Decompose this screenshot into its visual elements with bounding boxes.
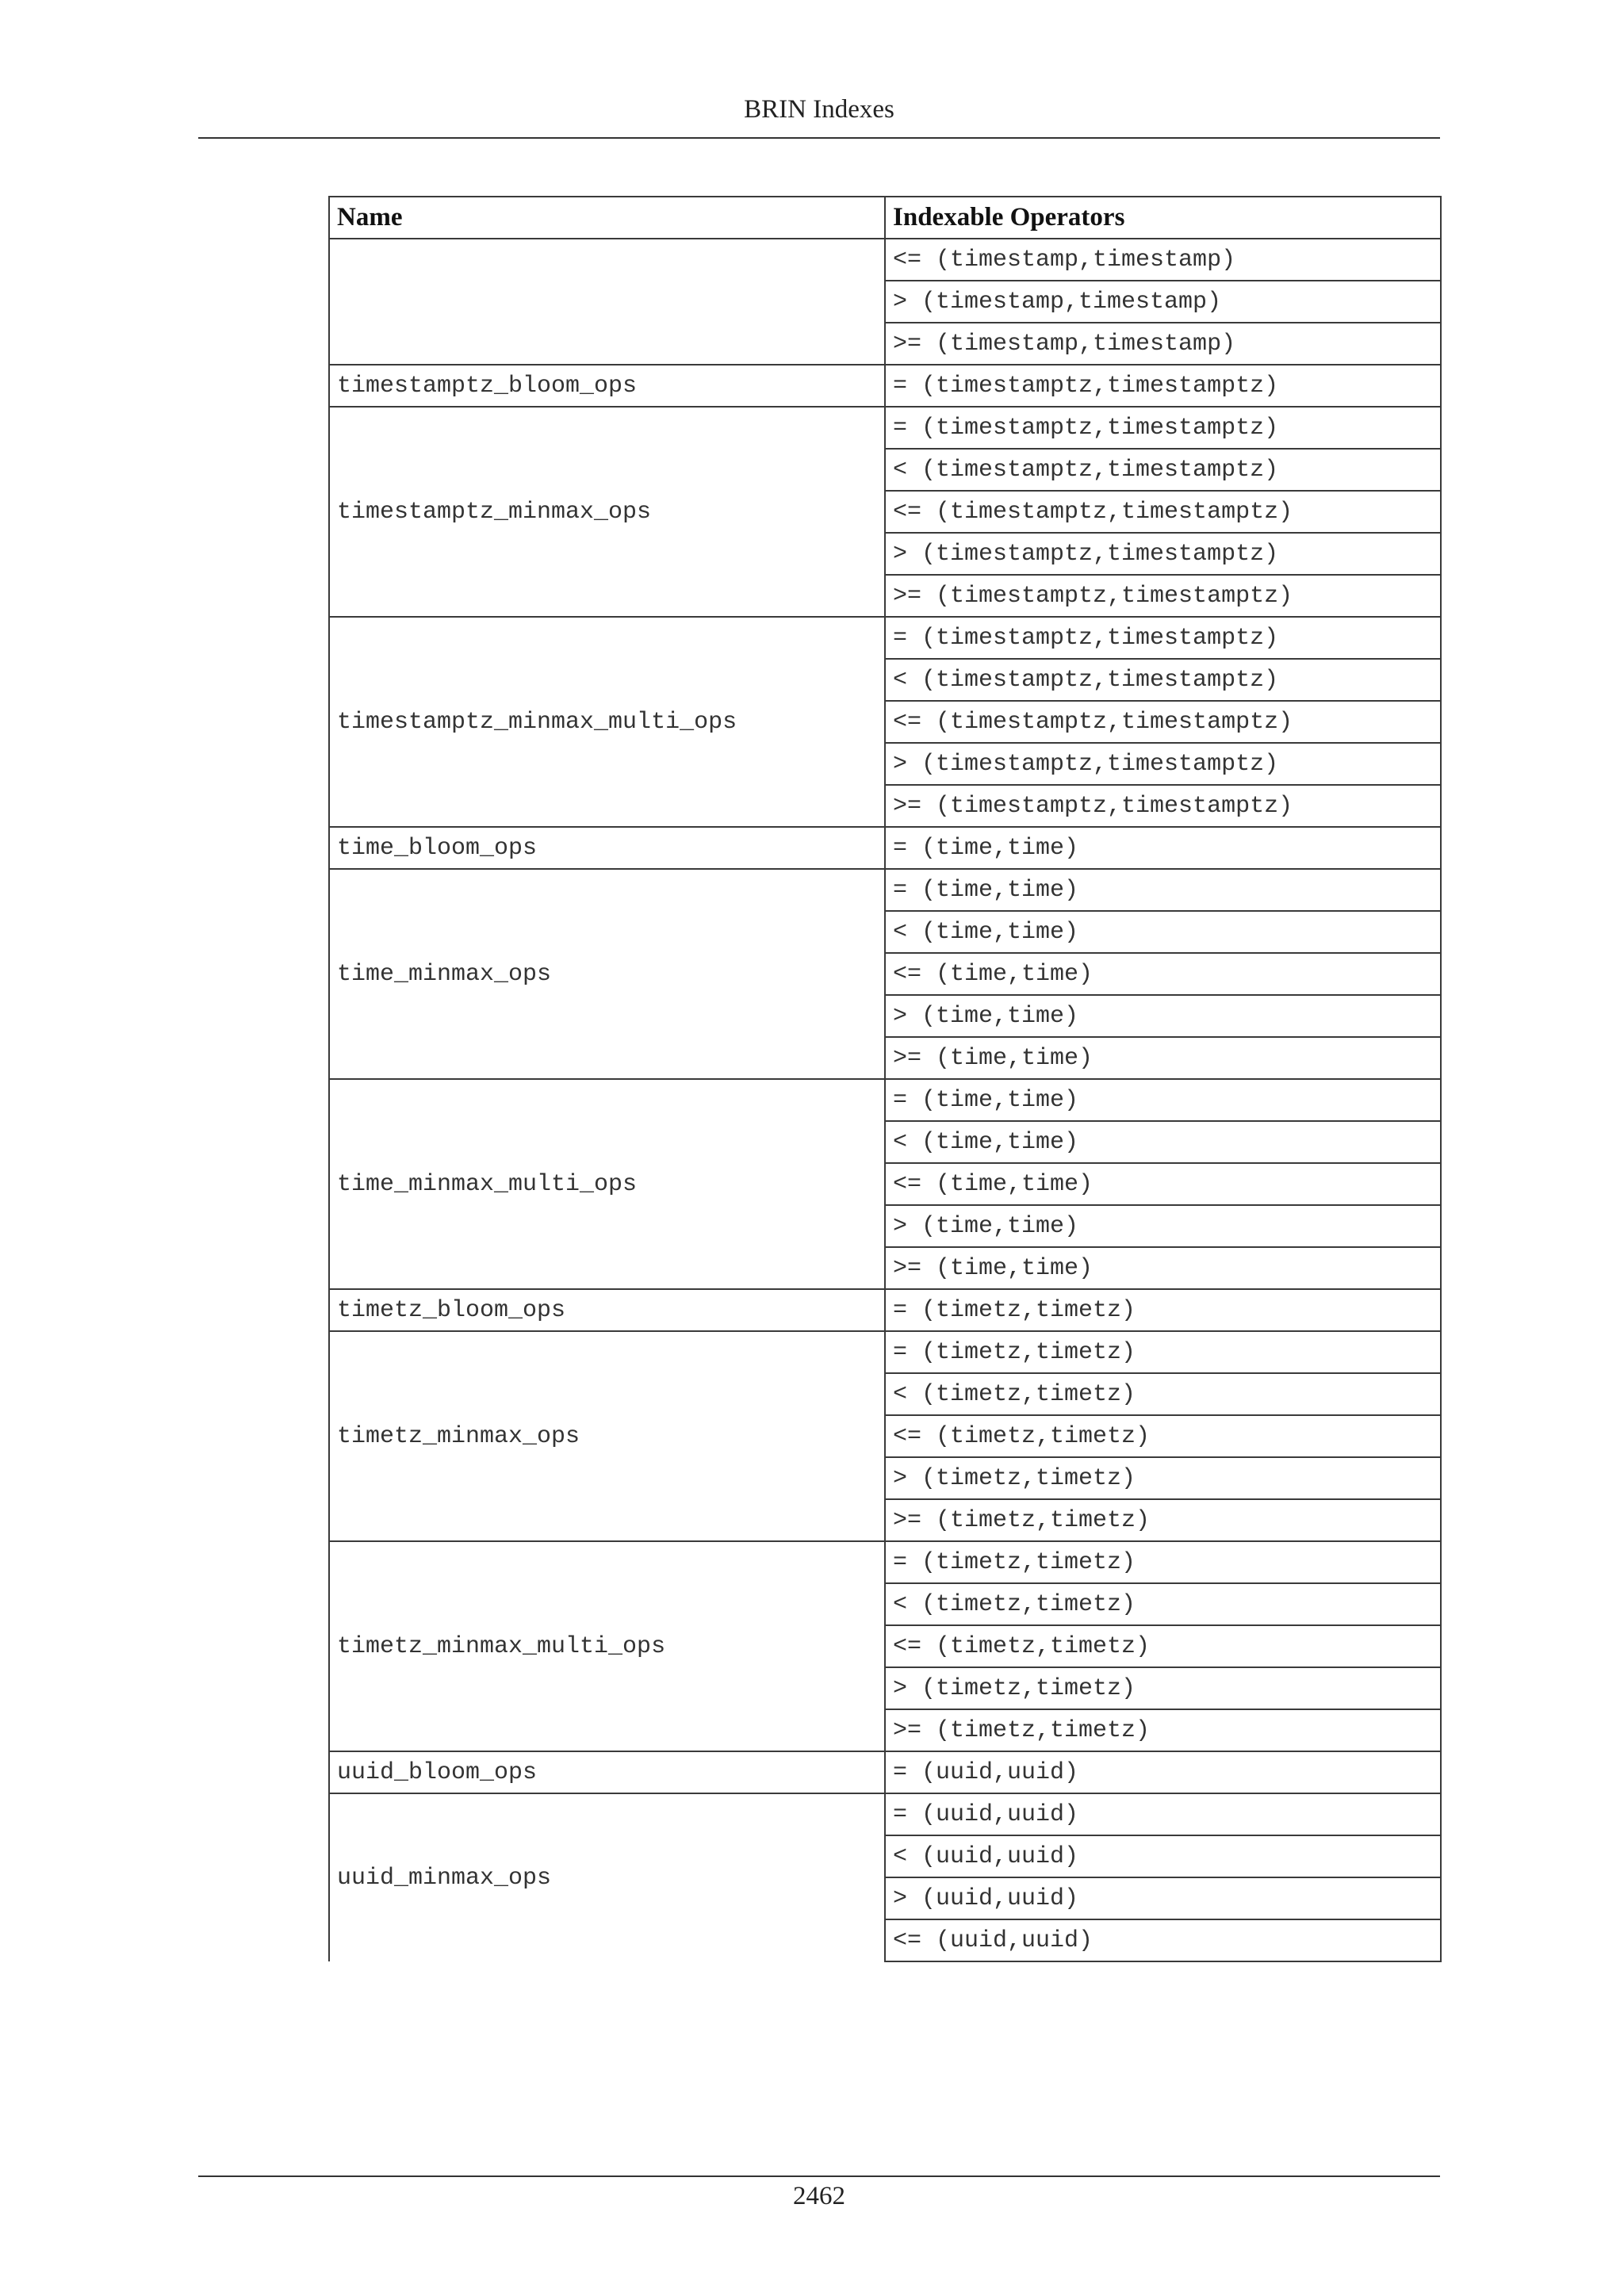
opclass-name-cell: timestamptz_bloom_ops: [329, 365, 885, 407]
opclass-name-cell: time_bloom_ops: [329, 827, 885, 869]
footer-divider: [198, 2175, 1440, 2177]
table-row: [329, 239, 1441, 281]
operator-cell: <= (time,time): [885, 1163, 1441, 1205]
operator-cell: <= (timetz,timetz): [885, 1625, 1441, 1667]
page-header-title: BRIN Indexes: [744, 95, 894, 124]
operator-cell: > (timetz,timetz): [885, 1457, 1441, 1499]
table-header: [329, 197, 1441, 239]
operator-cell: > (timetz,timetz): [885, 1667, 1441, 1709]
operator-cell: <= (time,time): [885, 953, 1441, 995]
operator-cell: <= (timestamp,timestamp): [885, 239, 1441, 281]
operator-cell: >= (time,time): [885, 1037, 1441, 1079]
operator-cell: = (uuid,uuid): [885, 1751, 1441, 1793]
operator-cell: <= (timetz,timetz): [885, 1415, 1441, 1457]
operator-cell: >= (timetz,timetz): [885, 1709, 1441, 1751]
operator-cell: > (time,time): [885, 1205, 1441, 1247]
operator-cell: >= (timestamptz,timestamptz): [885, 785, 1441, 827]
operator-cell: < (timetz,timetz): [885, 1373, 1441, 1415]
operator-cell: = (timetz,timetz): [885, 1331, 1441, 1373]
operator-cell: > (timestamp,timestamp): [885, 281, 1441, 323]
opclass-name-cell: timetz_minmax_ops: [329, 1331, 885, 1541]
operator-cell: <= (timestamptz,timestamptz): [885, 701, 1441, 743]
table-row: [329, 365, 1441, 407]
operator-cell: < (uuid,uuid): [885, 1835, 1441, 1877]
operator-cell: >= (timestamp,timestamp): [885, 323, 1441, 365]
operator-cell: = (timetz,timetz): [885, 1289, 1441, 1331]
operator-cell: > (timestamptz,timestamptz): [885, 533, 1441, 575]
operator-cell: >= (timestamptz,timestamptz): [885, 575, 1441, 617]
page-number: 2462: [793, 2182, 845, 2210]
operator-cell: = (timestamptz,timestamptz): [885, 617, 1441, 659]
operator-cell: < (timestamptz,timestamptz): [885, 659, 1441, 701]
operator-cell: <= (uuid,uuid): [885, 1919, 1441, 1961]
opclass-name-cell: timetz_bloom_ops: [329, 1289, 885, 1331]
column-header-indexable-operators: Indexable Operators: [885, 197, 1441, 239]
header-divider: [198, 137, 1440, 139]
opclass-name-cell: timestamptz_minmax_ops: [329, 407, 885, 617]
operator-cell: < (time,time): [885, 1121, 1441, 1163]
operator-cell: > (timestamptz,timestamptz): [885, 743, 1441, 785]
operator-cell: < (timestamptz,timestamptz): [885, 449, 1441, 491]
operator-class-table: [328, 196, 1442, 1962]
table-row: [329, 827, 1441, 869]
operator-cell: > (uuid,uuid): [885, 1877, 1441, 1919]
table-row: [329, 1751, 1441, 1793]
operator-cell: >= (timetz,timetz): [885, 1499, 1441, 1541]
operator-cell: < (time,time): [885, 911, 1441, 953]
operator-cell: = (time,time): [885, 827, 1441, 869]
opclass-name-cell: [329, 239, 885, 365]
operator-cell: = (uuid,uuid): [885, 1793, 1441, 1835]
operator-cell: < (timetz,timetz): [885, 1583, 1441, 1625]
opclass-name-cell: time_minmax_multi_ops: [329, 1079, 885, 1289]
operator-cell: = (timetz,timetz): [885, 1541, 1441, 1583]
opclass-name-cell: time_minmax_ops: [329, 869, 885, 1079]
operator-cell: = (timestamptz,timestamptz): [885, 365, 1441, 407]
table-row: [329, 1289, 1441, 1331]
operator-cell: = (time,time): [885, 869, 1441, 911]
table-row: [329, 407, 1441, 449]
table-header-row: [329, 197, 1441, 239]
operator-cell: > (time,time): [885, 995, 1441, 1037]
table-row: [329, 1793, 1441, 1835]
table-row: [329, 1331, 1441, 1373]
table-row: [329, 617, 1441, 659]
opclass-name-cell: uuid_bloom_ops: [329, 1751, 885, 1793]
table-row: [329, 1079, 1441, 1121]
table-row: [329, 869, 1441, 911]
operator-cell: <= (timestamptz,timestamptz): [885, 491, 1441, 533]
operator-cell: = (timestamptz,timestamptz): [885, 407, 1441, 449]
table-body: [329, 239, 1441, 1961]
table-row: [329, 1541, 1441, 1583]
opclass-name-cell: timetz_minmax_multi_ops: [329, 1541, 885, 1751]
operator-cell: >= (time,time): [885, 1247, 1441, 1289]
column-header-name: Name: [329, 197, 885, 239]
opclass-name-cell: timestamptz_minmax_multi_ops: [329, 617, 885, 827]
opclass-name-cell: uuid_minmax_ops: [329, 1793, 885, 1961]
operator-cell: = (time,time): [885, 1079, 1441, 1121]
